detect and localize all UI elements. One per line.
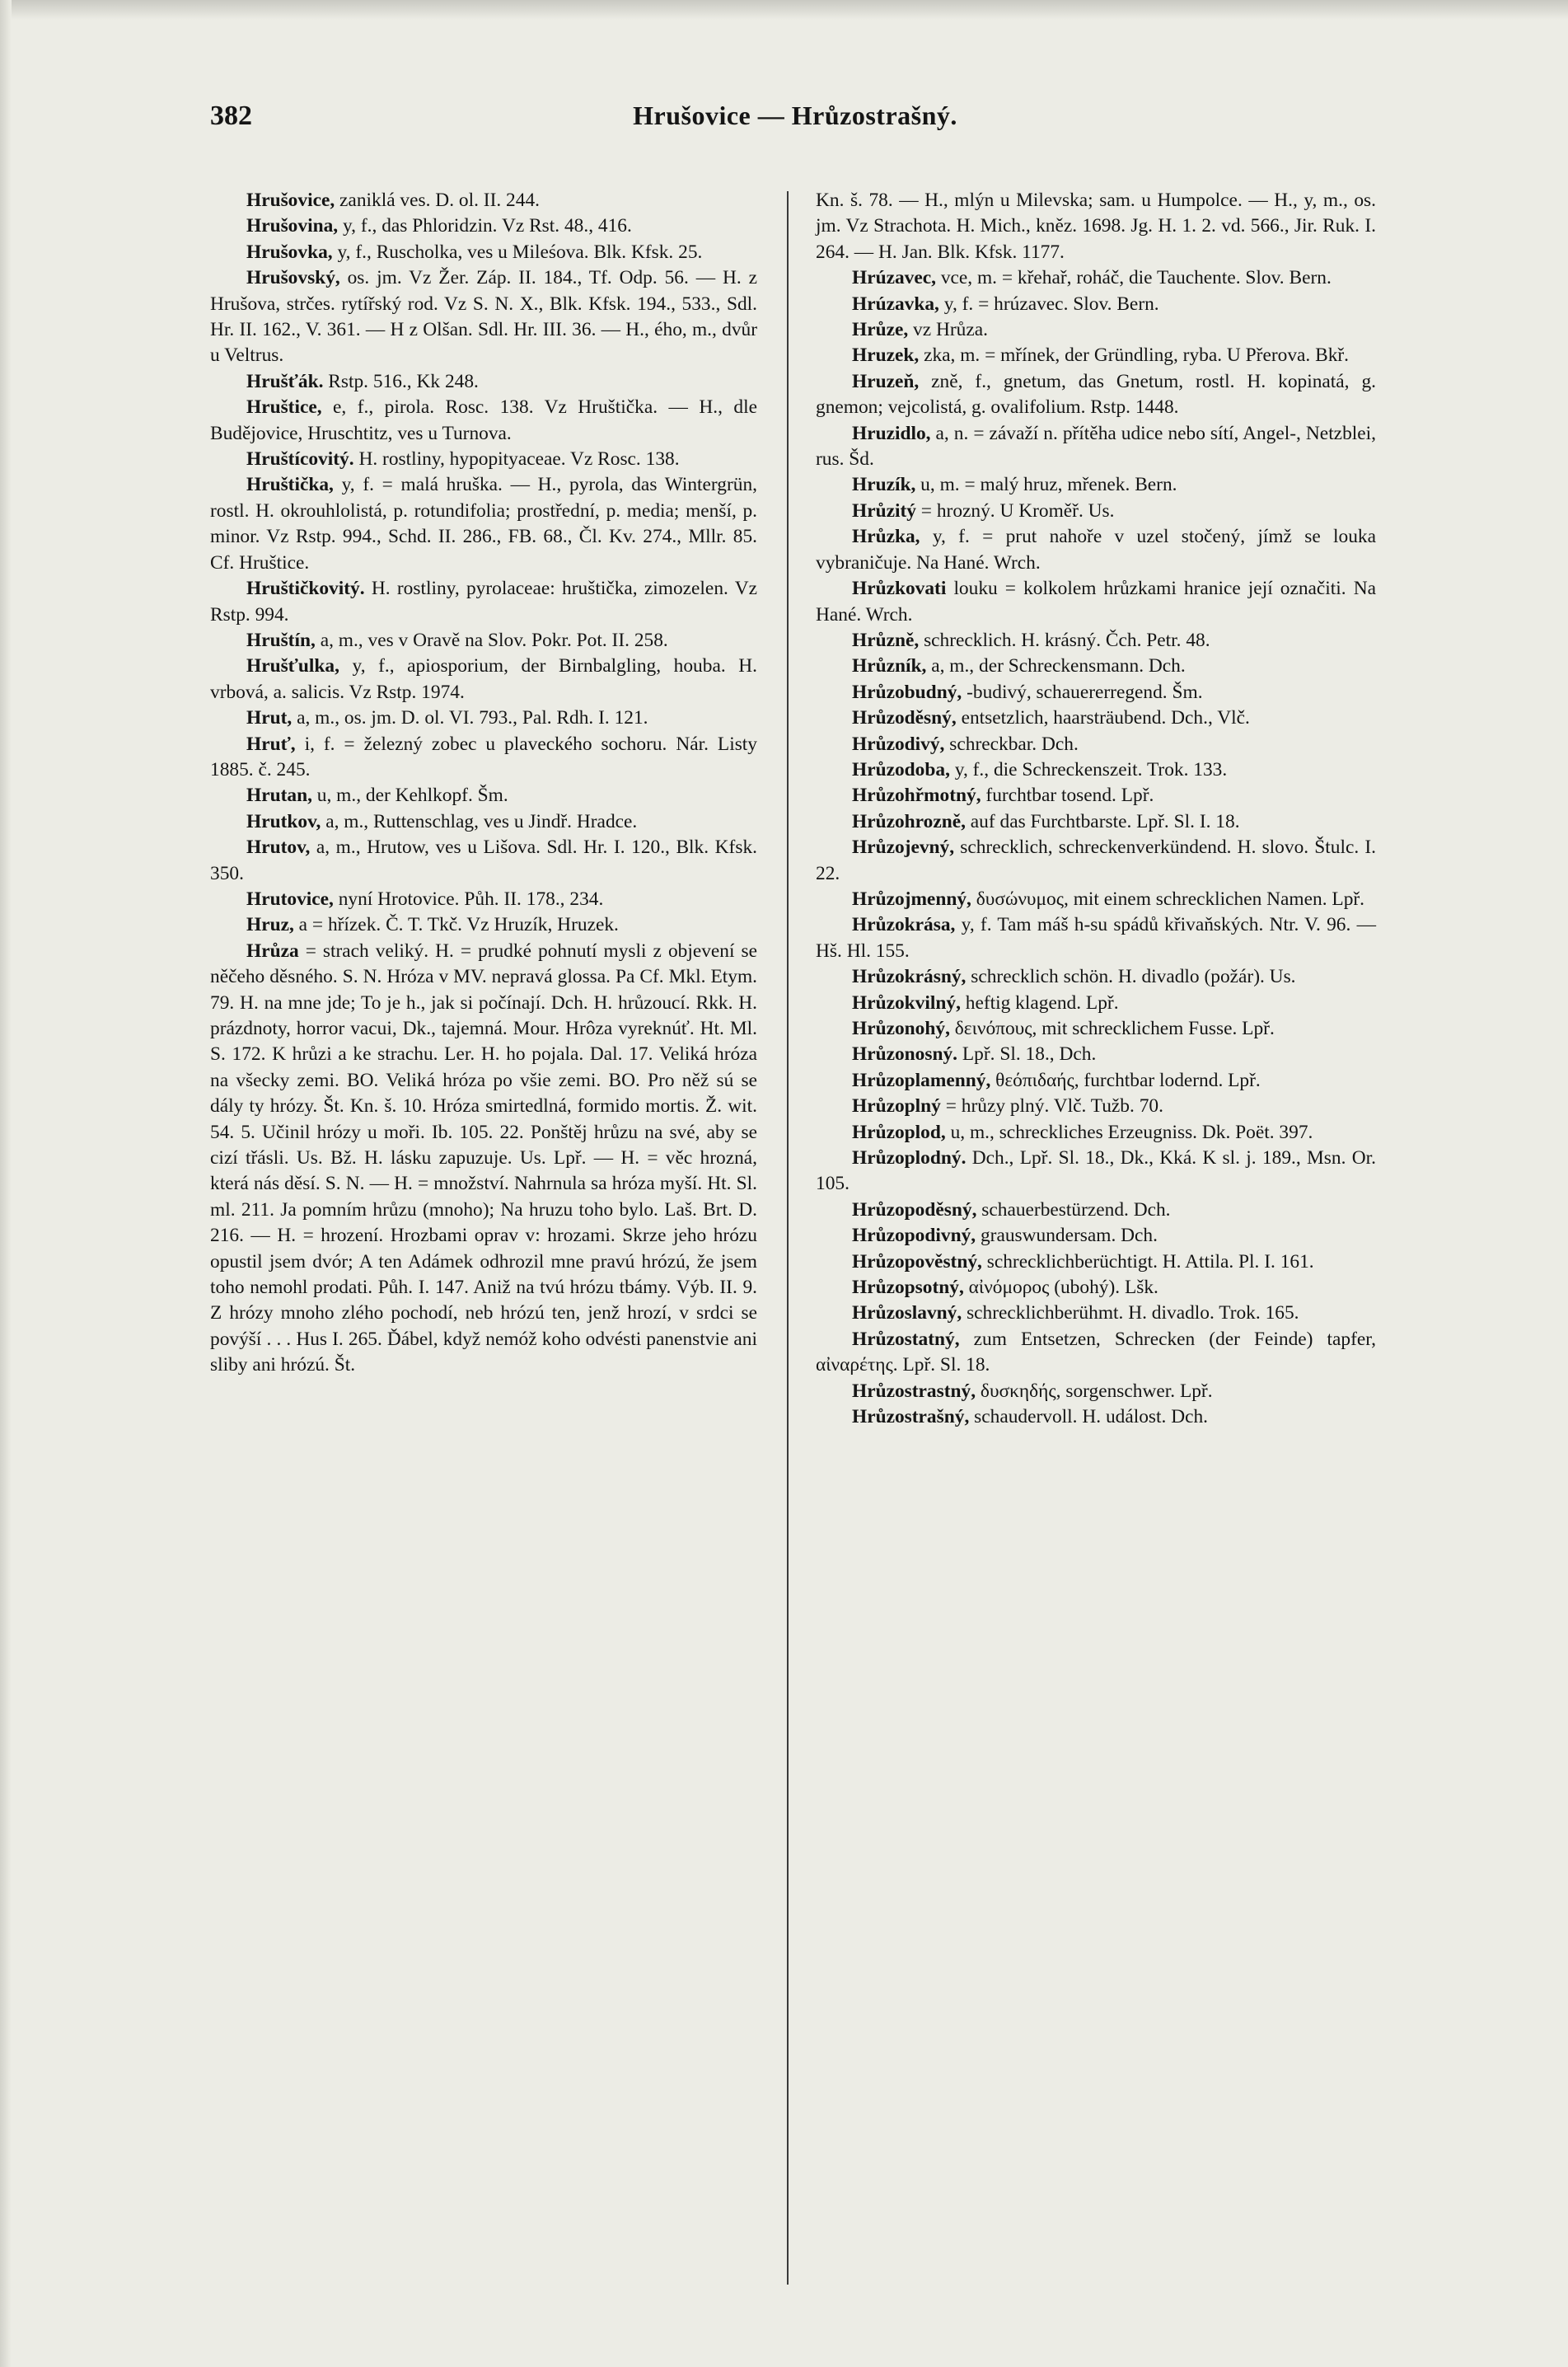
dictionary-entry bbox=[210, 835, 757, 887]
entry-headword: Hrůzokrása, bbox=[852, 914, 956, 936]
entry-headword: Hrůzodoba, bbox=[852, 758, 950, 780]
entry-body: schreckbar. Dch. bbox=[944, 733, 1079, 755]
dictionary-entry bbox=[816, 1068, 1376, 1094]
entry-headword: Hrůzostrastný, bbox=[852, 1380, 976, 1402]
entry-headword: Hrušovský, bbox=[246, 267, 340, 289]
entry-body: heftig klagend. Lpř. bbox=[960, 991, 1119, 1014]
dictionary-entry bbox=[816, 421, 1376, 473]
entry-headword: Hruštičkovitý. bbox=[246, 578, 365, 600]
dictionary-entry bbox=[816, 317, 1376, 343]
entry-headword: Hrůzostatný, bbox=[852, 1328, 960, 1350]
dictionary-entry bbox=[816, 991, 1376, 1016]
entry-headword: Hrůzodivý, bbox=[852, 733, 945, 755]
dictionary-entry bbox=[210, 188, 757, 213]
entry-headword: Hrůzopověstný, bbox=[852, 1250, 982, 1273]
entry-headword: Hrut, bbox=[246, 707, 293, 729]
entry-body: δυσκηδής, sorgenschwer. Lpř. bbox=[976, 1380, 1213, 1402]
entry-body: y, f. = prut nahoře v uzel stočený, jímž se louka vybraničuje. Na Hané. Wrch. bbox=[816, 526, 1376, 574]
entry-body: αἰνόμορος (ubohý). Lšk. bbox=[963, 1277, 1158, 1299]
entry-body: u, m., der Kehlkopf. Šm. bbox=[311, 785, 508, 807]
entry-body: u, m. = malý hruz, mřenek. Bern. bbox=[915, 474, 1177, 496]
entry-body: vce, m. = křehař, roháč, die Tauchente. Slov. Bern. bbox=[935, 267, 1332, 289]
dictionary-entry bbox=[816, 783, 1376, 809]
dictionary-entry bbox=[210, 705, 757, 731]
entry-headword: Hrutkov, bbox=[246, 810, 321, 832]
entry-body: auf das Furchtbarste. Lpř. Sl. I. 18. bbox=[965, 810, 1240, 832]
entry-body: = strach veliký. H. = prudké pohnutí mysli z objevení se něčeho děsného. S. N. Hróza v MV. nepravá glossa. Pa Cf. Mkl. Etym. 79. H. na mne jde; To je h., jak si počínají. Dch. H. hrůzoucí. Rkk. H. prázdnoty, horror vacui, Dk., tajemná. Mour. Hrôza vyreknúť. Ht. Ml. S. 172. K hrůzi a ke strachu. Ler. H. ho pojala. Dal. 17. Veliká hróza na všecky zemi. BO. Veliká hróza po všie zemi. BO. Pro něž sú se dály ty hrózy. Št. Kn. š. 10. Hróza smirtedlná, formido mortis. Ž. wit. 54. 5. Učinil hrózy u moři. Ib. 105. 22. Ponštěj hrůzu na své, aby se cizí třásli. Us. Bž. H. lásku zapuzuje. Us. Lpř. — H. = věc hrozná, která nás děsí. S. N. — H. = množství. Nahrnula sa hróza myší. Ht. Sl. ml. 211. Ja pomním hrůzu (mnoho); Na hruzu toho bylo. Laš. Brt. D. 216. — H. = hrození. Hrozbami oprav v: hrozami. Skrze jeho hrózu opustil jsem dvór; A ten Adámek odhrozil mne pravú hrózú, že jsem toho nemohl prodati. Půh. I. 147. Aniž na tvú hrózu tbámy. Výb. II. 9. Z hrózy mnoho zlého pochodí, neb hrózú ten, jenž hrozí, v srdci se povýší . . . Hus I. 265. Ďábel, když nemóž koho odvésti panenstvie ani sliby ani hrózú. Št. bbox=[210, 940, 757, 1376]
entry-headword: Hruštička, bbox=[246, 474, 334, 496]
entry-body: a, m., os. jm. D. ol. VI. 793., Pal. Rdh. I. 121. bbox=[292, 707, 648, 729]
dictionary-entry bbox=[816, 809, 1376, 835]
dictionary-entry bbox=[816, 1275, 1376, 1301]
dictionary-entry bbox=[816, 628, 1376, 654]
entry-headword: Hrůzoplný bbox=[852, 1095, 941, 1118]
entry-headword: Hruštice, bbox=[246, 396, 322, 419]
page-number: 382 bbox=[210, 101, 252, 131]
entry-headword: Hrůzonosný. bbox=[852, 1043, 958, 1066]
entry-headword: Hrůzonohý, bbox=[852, 1018, 950, 1039]
entry-headword: Hrušťák. bbox=[246, 370, 324, 392]
entry-headword: Hrušovka, bbox=[246, 241, 333, 263]
right-column bbox=[816, 188, 1376, 2306]
entry-headword: Hrůzohrozně, bbox=[852, 810, 966, 832]
entry-body: y, f., apiosporium, der Birnbalgling, houba. H. vrbová, a. salicis. Vz Rstp. 1974. bbox=[210, 655, 757, 703]
entry-headword: Hrutovice, bbox=[246, 888, 334, 910]
dictionary-entry bbox=[816, 680, 1376, 705]
entry-headword: Hruštín, bbox=[246, 629, 316, 651]
entry-headword: Hruzek, bbox=[852, 345, 920, 367]
entry-headword: Hrůzopodivný, bbox=[852, 1225, 976, 1247]
entry-body: schrecklich, schreckenverkündend. H. slovo. Štulc. I. 22. bbox=[816, 837, 1376, 884]
dictionary-entry bbox=[816, 472, 1376, 498]
dictionary-entry bbox=[816, 1249, 1376, 1275]
dictionary-entry bbox=[210, 240, 757, 265]
entry-body: Rstp. 516., Kk 248. bbox=[323, 370, 479, 392]
entry-body: = hrozný. U Kroměř. Us. bbox=[915, 499, 1115, 522]
entry-headword: Hrůzník, bbox=[852, 655, 927, 677]
dictionary-entry bbox=[210, 472, 757, 576]
entry-body: zně, f., gnetum, das Gnetum, rostl. H. kopinatá, g. gnemon; vejcolistá, g. ovalifolium. Rstp. 1448. bbox=[816, 370, 1376, 419]
entry-body: a, m., ves v Oravě na Slov. Pokr. Pot. II. 258. bbox=[315, 629, 668, 651]
entry-body: H. rostliny, pyrolaceae: hruštička, zimozelen. Vz Rstp. 994. bbox=[210, 578, 757, 626]
entry-body: δεινόπους, mit schrecklichem Fusse. Lpř. bbox=[949, 1018, 1275, 1039]
dictionary-entry bbox=[210, 213, 757, 239]
entry-body: y, f. = hrúzavec. Slov. Bern. bbox=[938, 293, 1159, 315]
dictionary-entry bbox=[816, 265, 1376, 291]
dictionary-entry bbox=[816, 1301, 1376, 1326]
entry-headword: Hrůze, bbox=[852, 319, 909, 341]
entry-body: y, f., Ruscholka, ves u Mileśova. Blk. Kfsk. 25. bbox=[332, 241, 703, 263]
entry-body: zum Entsetzen, Schrecken (der Feinde) tapfer, αἰναρέτης. Lpř. Sl. 18. bbox=[816, 1328, 1376, 1376]
entry-body: zka, m. = mřínek, der Gründling, ryba. U Přerova. Bkř. bbox=[919, 345, 1350, 367]
entry-body: a, n. = závaží n. přítěha udice nebo sítí, Angel-, Netzblei, rus. Šd. bbox=[816, 422, 1376, 471]
entry-headword: Hrůzokrásný, bbox=[852, 966, 967, 988]
entry-body: a, m., der Schreckensmann. Dch. bbox=[926, 655, 1186, 677]
dictionary-entry bbox=[210, 732, 757, 784]
entry-body: = hrůzy plný. Vlč. Tužb. 70. bbox=[940, 1095, 1163, 1118]
entry-body: a = hřízek. Č. T. Tkč. Vz Hruzík, Hruzek. bbox=[293, 914, 619, 936]
entry-headword: Hruzidlo, bbox=[852, 422, 931, 444]
entry-headword: Hrůzoplod, bbox=[852, 1121, 946, 1143]
entry-headword: Hruzík, bbox=[852, 474, 916, 496]
entry-body: schrecklichberühmt. H. divadlo. Trok. 165. bbox=[962, 1302, 1299, 1324]
scan-edge bbox=[0, 0, 1568, 20]
dictionary-entry bbox=[210, 576, 757, 628]
entry-body: y, f., das Phloridzin. Vz Rst. 48., 416. bbox=[338, 215, 632, 237]
entry-body: θεόπιδαής, furchtbar lodernd. Lpř. bbox=[990, 1069, 1261, 1091]
scan-edge bbox=[0, 0, 12, 2367]
dictionary-entry bbox=[816, 912, 1376, 964]
dictionary-entry bbox=[210, 447, 757, 472]
entry-headword: Hrůzně, bbox=[852, 629, 920, 651]
entry-headword: Hrůzopoděsný, bbox=[852, 1198, 977, 1221]
entry-body: schaudervoll. H. událost. Dch. bbox=[969, 1406, 1209, 1428]
entry-headword: Hrůzkovati bbox=[852, 578, 947, 600]
entry-headword: Hruť, bbox=[246, 733, 296, 755]
entry-body: furchtbar tosend. Lpř. bbox=[981, 785, 1154, 807]
entry-body: os. jm. Vz Žer. Záp. II. 184., Tf. Odp. 56. — H. z Hrušova, strčes. rytířský rod. Vz S. N. X., Blk. Kfsk. 194., 533., Sdl. Hr. II. 162., V. 361. — H z Olšan. Sdl. Hr. III. 36. — H., ého, m., dvůr u Veltrus. bbox=[210, 267, 757, 367]
entry-body: δυσώνυμος, mit einem schrecklichen Namen. Lpř. bbox=[971, 888, 1365, 910]
entry-body: zaniklá ves. D. ol. II. 244. bbox=[335, 190, 540, 211]
entry-body: schauerbestürzend. Dch. bbox=[976, 1198, 1171, 1221]
dictionary-entry bbox=[816, 887, 1376, 912]
dictionary-entry bbox=[816, 292, 1376, 317]
dictionary-entry bbox=[210, 783, 757, 809]
dictionary-entry bbox=[816, 524, 1376, 576]
dictionary-entry bbox=[816, 964, 1376, 990]
dictionary-entry bbox=[816, 1042, 1376, 1067]
entry-headword: Hrůzka, bbox=[852, 526, 920, 548]
entry-body: nyní Hrotovice. Půh. II. 178., 234. bbox=[333, 888, 604, 910]
dictionary-entry bbox=[816, 1198, 1376, 1223]
dictionary-entry bbox=[210, 628, 757, 654]
dictionary-entry bbox=[816, 1379, 1376, 1404]
entry-headword: Hrůzoděsný, bbox=[852, 707, 957, 729]
entry-body: y, f. Tam máš h-su spádů křivaňských. Ntr. V. 96. — Hš. Hl. 155. bbox=[816, 914, 1376, 962]
entry-body: y, f. = malá hruška. — H., pyrola, das Wintergrün, rostl. H. okrouhlolistá, p. rotundifolia; prostřední, p. media; menší, p. minor. Vz Rstp. 994., Schd. II. 286., FB. 68., Čl. Kv. 274., Mllr. 85. Cf. Hruštice. bbox=[210, 474, 757, 574]
entry-body: y, f., die Schreckenszeit. Trok. 133. bbox=[949, 758, 1228, 780]
entry-headword: Hrušovina, bbox=[246, 215, 339, 237]
dictionary-entry bbox=[816, 343, 1376, 368]
dictionary-entry bbox=[816, 576, 1376, 628]
dictionary-entry bbox=[210, 809, 757, 835]
entry-headword: Hrůzitý bbox=[852, 499, 916, 522]
entry-body: louku = kolkolem hrůzkami hranice její označiti. Na Hané. Wrch. bbox=[816, 578, 1376, 626]
entry-headword: Hrůzoplamenný, bbox=[852, 1069, 991, 1091]
entry-headword: Hrůzobudný, bbox=[852, 681, 962, 703]
entry-headword: Hruz, bbox=[246, 914, 294, 936]
entry-body: entsetzlich, haarsträubend. Dch., Vlč. bbox=[956, 707, 1250, 729]
entry-headword: Hrušťulka, bbox=[246, 655, 339, 677]
dictionary-entry bbox=[816, 835, 1376, 887]
dictionary-entry bbox=[210, 395, 757, 447]
entry-body: Lpř. Sl. 18., Dch. bbox=[957, 1043, 1097, 1066]
dictionary-entry bbox=[210, 912, 757, 938]
entry-body: a, m., Ruttenschlag, ves u Jindř. Hradce. bbox=[321, 810, 638, 832]
dictionary-entry bbox=[816, 1146, 1376, 1198]
entry-body: schrecklich. H. krásný. Čch. Petr. 48. bbox=[919, 629, 1210, 651]
entry-headword: Hrutan, bbox=[246, 785, 312, 807]
entry-headword: Hrůzoplodný. bbox=[852, 1147, 967, 1169]
entry-headword: Hrůzostrašný, bbox=[852, 1406, 970, 1428]
dictionary-entry bbox=[816, 1327, 1376, 1379]
entry-headword: Hrušovice, bbox=[246, 190, 335, 211]
dictionary-entry bbox=[816, 732, 1376, 757]
running-head: Hrušovice — Hrůzostrašný. bbox=[633, 101, 957, 130]
dictionary-entry bbox=[816, 1016, 1376, 1042]
entry-body: i, f. = železný zobec u plaveckého sochoru. Nár. Listy 1885. č. 245. bbox=[210, 733, 757, 780]
entry-body: e, f., pirola. Rosc. 138. Vz Hruštička. — H., dle Budějovice, Hruschtitz, ves u Turnova. bbox=[210, 396, 757, 444]
entry-headword: Hrúzavka, bbox=[852, 293, 939, 315]
entry-headword: Hrůzokvilný, bbox=[852, 991, 961, 1014]
dictionary-entry bbox=[816, 1094, 1376, 1119]
entry-headword: Hrutov, bbox=[246, 837, 311, 859]
entry-headword: Hrůzoslavný, bbox=[852, 1302, 962, 1324]
dictionary-entry bbox=[816, 654, 1376, 679]
dictionary-entry bbox=[816, 1120, 1376, 1146]
entry-body: -budivý, schauererregend. Šm. bbox=[962, 681, 1203, 703]
entry-headword: Hrúzavec, bbox=[852, 267, 936, 289]
dictionary-entry bbox=[816, 757, 1376, 783]
dictionary-entry bbox=[210, 939, 757, 1379]
dictionary-entry bbox=[210, 654, 757, 705]
entry-headword: Hrůza bbox=[246, 940, 299, 962]
dictionary-entry bbox=[816, 369, 1376, 421]
dictionary-entry bbox=[210, 887, 757, 912]
entry-body: vz Hrůza. bbox=[908, 319, 988, 341]
page-header bbox=[210, 101, 1380, 142]
entry-body: H. rostliny, hypopityaceae. Vz Rosc. 138. bbox=[353, 448, 680, 471]
entry-headword: Hruštícovitý. bbox=[246, 448, 354, 471]
dictionary-entry bbox=[816, 499, 1376, 524]
entry-headword: Hrůzojevný, bbox=[852, 837, 955, 859]
entry-body: a, m., Hrutow, ves u Lišova. Sdl. Hr. I. 120., Blk. Kfsk. 350. bbox=[210, 837, 757, 884]
dictionary-entry bbox=[816, 188, 1376, 265]
dictionary-entry bbox=[816, 1223, 1376, 1249]
entry-body: Kn. š. 78. — H., mlýn u Milevska; sam. u Humpolce. — H., y, m., os. jm. Vz Strachota. H. Mich., kněz. 1698. Jg. H. 1. 2. vd. 566., Jir. Ruk. I. 264. — H. Jan. Blk. Kfsk. 1177. bbox=[816, 190, 1376, 263]
column-divider bbox=[787, 191, 789, 2285]
entry-body: schrecklich schön. H. divadlo (požár). Us. bbox=[966, 966, 1296, 988]
dictionary-entry bbox=[210, 265, 757, 369]
entry-body: Dch., Lpř. Sl. 18., Dk., Kká. K sl. j. 189., Msn. Or. 105. bbox=[816, 1147, 1376, 1195]
entry-headword: Hruzeň, bbox=[852, 370, 920, 392]
entry-headword: Hrůzohřmotný, bbox=[852, 785, 981, 807]
dictionary-entry bbox=[816, 1404, 1376, 1430]
dictionary-entry bbox=[816, 705, 1376, 731]
entry-headword: Hrůzojmenný, bbox=[852, 888, 971, 910]
left-column bbox=[210, 188, 757, 2306]
entry-body: schrecklichberüchtigt. H. Attila. Pl. I. 161. bbox=[981, 1250, 1314, 1273]
entry-body: u, m., schreckliches Erzeugniss. Dk. Poët. 397. bbox=[945, 1121, 1313, 1143]
entry-headword: Hrůzopsotný, bbox=[852, 1277, 964, 1299]
dictionary-entry bbox=[210, 369, 757, 395]
entry-body: grauswundersam. Dch. bbox=[976, 1225, 1158, 1247]
